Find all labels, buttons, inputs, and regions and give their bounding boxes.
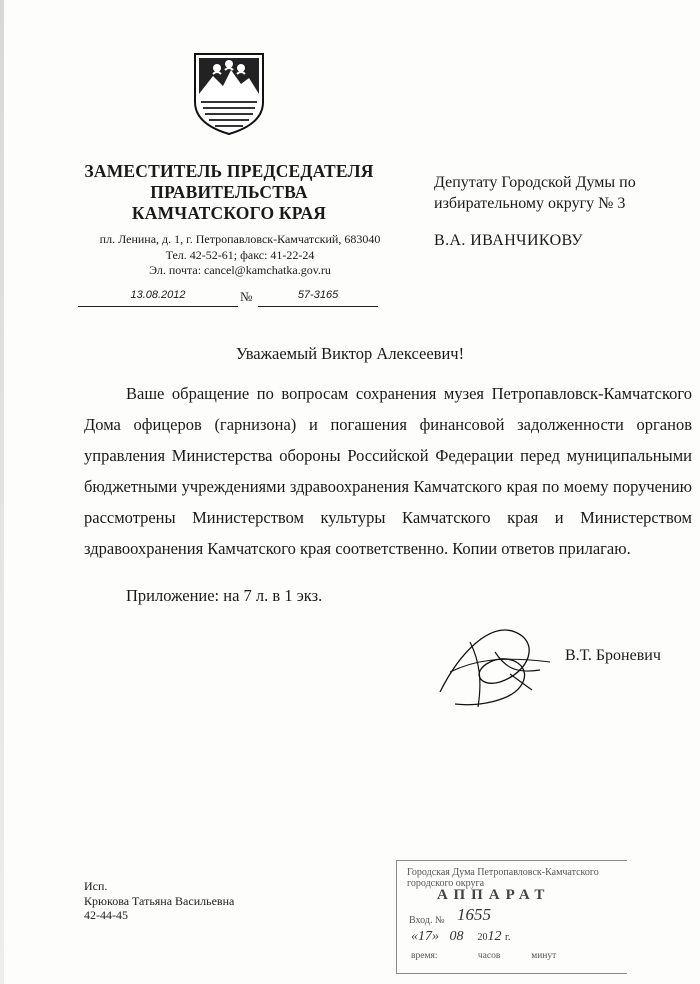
org-line-3: КАМЧАТСКОГО КРАЯ xyxy=(131,203,327,223)
stamp-time xyxy=(411,951,556,961)
letter-greeting: Уважаемый Виктор Алексеевич! xyxy=(235,344,465,363)
stamp-date-day: 17 xyxy=(418,929,432,944)
registration-date: 13.08.2012 xyxy=(78,289,238,307)
kamchatka-coat-of-arms-icon xyxy=(191,50,267,136)
recipient-line-1: Депутату Городской Думы по xyxy=(434,174,636,191)
recipient-block xyxy=(434,172,684,214)
stamp-date-month: 08 xyxy=(449,929,464,944)
stamp-date-year-prefix: 20 xyxy=(477,932,488,943)
stamp-hours-label: часов xyxy=(477,951,501,961)
incoming-stamp xyxy=(396,860,627,974)
executor-phone: 42-44-45 xyxy=(84,908,128,922)
stamp-date-year: 12 xyxy=(487,929,502,944)
sender-phones: Тел. 42-52-61; факс: 41-22-24 xyxy=(165,247,315,262)
stamp-date: «17» 08 2012 г. xyxy=(411,929,511,944)
letter-attachment: Приложение: на 7 л. в 1 экз. xyxy=(126,586,323,605)
sender-address: пл. Ленина, д. 1, г. Петропавловск-Камчатский, 683040 xyxy=(99,232,381,246)
stamp-organization: Городская Дума Петропавловск-Камчатского городского округа xyxy=(407,867,599,889)
letter-body: Ваше обращение по вопросам сохранения музея Петропавловск-Камчатского Дома офицеров (гарнизона) и погашения финансовой задолженности органов управления Министерства обороны Российской Федерации перед муниципальными бюджетными учреждениями здравоохранения Камчатского края по моему поручению рассмотрены Министерством культуры Камчатского края и Министерством здравоохранения Камчатского края соответственно. Копии ответов прилагаю. xyxy=(84,384,692,558)
executor-name: Крюкова Татьяна Васильевна xyxy=(84,893,235,908)
sender-contacts xyxy=(60,232,420,279)
org-line-2: ПРАВИТЕЛЬСТВА xyxy=(150,182,308,202)
recipient-line-2: избирательному округу № 3 xyxy=(434,195,626,212)
stamp-title: АППАРАТ xyxy=(437,887,551,903)
stamp-time-label: время: xyxy=(411,951,438,961)
stamp-incoming-label: Вход. № xyxy=(409,915,445,926)
stamp-date-suffix: г. xyxy=(505,932,511,943)
handwritten-signature xyxy=(420,612,560,722)
sender-email: Эл. почта: cancel@kamchatka.gov.ru xyxy=(149,263,331,277)
registration-number: 57-3165 xyxy=(258,289,378,307)
executor-block xyxy=(84,879,234,923)
recipient-name: В.А. ИВАНЧИКОВУ xyxy=(434,232,584,249)
stamp-incoming-number: 1655 xyxy=(457,905,491,924)
sender-organization xyxy=(40,161,418,224)
stamp-minutes-label: минут xyxy=(531,951,557,961)
registration-number-label: № xyxy=(240,289,253,304)
scan-edge-shadow xyxy=(0,0,4,984)
org-line-1: ЗАМЕСТИТЕЛЬ ПРЕДСЕДАТЕЛЯ xyxy=(84,161,374,181)
signer-name: В.Т. Броневич xyxy=(565,647,661,664)
executor-label: Исп. xyxy=(84,879,108,893)
